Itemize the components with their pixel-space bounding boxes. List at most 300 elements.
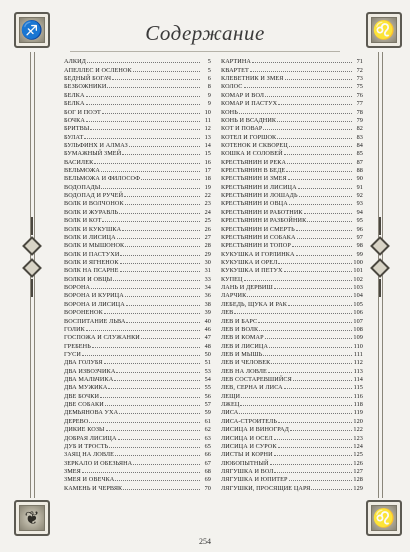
toc-entry-title: ВОСПИТАНИЕ ЛЬВА [64, 317, 126, 325]
toc-leader-dots [133, 464, 200, 465]
toc-entry-title: ВЕЛЬМОЖА И ФИЛОСОФ [64, 175, 141, 183]
toc-leader-dots [133, 71, 200, 72]
toc-entry [221, 266, 363, 274]
toc-entry-page: 38 [204, 300, 211, 308]
toc-entry [64, 249, 211, 257]
toc-entry [221, 416, 363, 424]
toc-entry [221, 425, 363, 433]
toc-entry [221, 383, 363, 391]
toc-entry-title: ВОЛК НА ПСАРНЕ [64, 267, 119, 275]
toc-entry-page: 70 [204, 484, 211, 492]
toc-leader-dots [289, 480, 352, 481]
toc-entry-page: 92 [356, 192, 363, 200]
toc-entry-page: 31 [204, 267, 211, 275]
toc-entry [64, 291, 211, 299]
toc-leader-dots [100, 397, 200, 398]
toc-entry-page: 50 [204, 350, 211, 358]
toc-leader-dots [278, 447, 352, 448]
toc-entry-title: КОТ И ПОВАР [221, 125, 263, 133]
title-divider [70, 51, 340, 52]
toc-entry [221, 149, 363, 157]
toc-entry [64, 391, 211, 399]
toc-leader-dots [84, 138, 200, 139]
toc-entry [64, 149, 211, 157]
toc-entry [221, 442, 363, 450]
toc-entry-page: 17 [204, 167, 211, 175]
toc-entry [221, 408, 363, 416]
toc-entry-title: КРЕСТЬЯНИН И ОВЦА [221, 200, 288, 208]
toc-entry [64, 216, 211, 224]
toc-entry-page: 77 [356, 100, 363, 108]
toc-leader-dots [297, 238, 352, 239]
toc-entry-page: 57 [204, 401, 211, 409]
toc-entry [64, 341, 211, 349]
toc-entry-title: КУКУШКА И ПЕТУХ [221, 267, 283, 275]
toc-entry-title: ДВА МУЖИКА [64, 384, 108, 392]
toc-entry [221, 116, 363, 124]
toc-entry-page: 23 [204, 200, 211, 208]
toc-leader-dots [116, 372, 200, 373]
toc-entry-title: ВОРОНА И КУРИЦА [64, 292, 124, 300]
toc-entry-title: ЛЕВ И КОМАР [221, 334, 264, 342]
toc-entry-title: ДВЕ СОБАКИ [64, 401, 104, 409]
toc-entry-title: КОЛОС [221, 83, 243, 91]
toc-entry-page: 63 [204, 434, 211, 442]
toc-entry [221, 366, 363, 374]
toc-entry [221, 450, 363, 458]
toc-leader-dots [244, 280, 352, 281]
toc-leader-dots [239, 413, 352, 414]
toc-entry [221, 375, 363, 383]
toc-leader-dots [113, 280, 200, 281]
toc-entry [221, 199, 363, 207]
toc-leader-dots [240, 405, 352, 406]
toc-entry [221, 483, 363, 491]
toc-leader-dots [287, 163, 352, 164]
toc-leader-dots [292, 246, 352, 247]
centaur-medallion-icon: ♐ [14, 12, 50, 48]
toc-entry-page: 105 [353, 300, 363, 308]
lion-medallion-icon: ♌ [366, 12, 402, 48]
toc-leader-dots [106, 430, 200, 431]
toc-entry-title: ЛЯГУШКА И ВОЛ [221, 467, 274, 475]
toc-leader-dots [119, 413, 200, 414]
toc-entry-page: 87 [356, 158, 363, 166]
toc-entry-title: ЛЕВ И ВОЛК [221, 325, 259, 333]
toc-entry-page: 127 [353, 467, 363, 475]
lion-head-medallion-icon: ♌ [366, 500, 402, 536]
toc-entry [221, 358, 363, 366]
toc-entry-page: 122 [353, 426, 363, 434]
toc-entry-page: 28 [204, 242, 211, 250]
toc-entry [64, 450, 211, 458]
toc-entry-title: ЗАЯЦ НА ЛОВЛЕ [64, 451, 115, 459]
toc-leader-dots [252, 62, 352, 63]
toc-entry-page: 83 [356, 133, 363, 141]
toc-leader-dots [259, 330, 352, 331]
toc-entry-title: ЛИСА-СТРОИТЕЛЬ [221, 417, 277, 425]
toc-entry-page: 116 [353, 392, 363, 400]
toc-entry [221, 82, 363, 90]
toc-entry-title: ЛЕВ НА ЛОВЛЕ [221, 367, 267, 375]
toc-entry-title: ВОЛК И КУКУШКА [64, 225, 122, 233]
toc-entry [64, 400, 211, 408]
toc-entry [64, 99, 211, 107]
toc-entry-title: ЛЕВ И ЧЕЛОВЕК [221, 359, 271, 367]
toc-entry [221, 90, 363, 98]
toc-leader-dots [92, 347, 200, 348]
toc-entry-title: ДВА МАЛЬЧИКА [64, 376, 114, 384]
toc-entry-page: 9 [207, 91, 211, 99]
floral-ornament-icon [19, 212, 45, 302]
toc-entry-page: 48 [204, 342, 211, 350]
toc-column-right [221, 57, 363, 492]
toc-leader-dots [278, 422, 352, 423]
toc-entry-title: ЛЕВ [221, 309, 234, 317]
toc-entry-page: 72 [356, 66, 363, 74]
toc-entry-page: 79 [356, 116, 363, 124]
toc-entry-page: 97 [356, 233, 363, 241]
toc-leader-dots [101, 188, 200, 189]
toc-entry-title: ВОЛК И ЖУРАВЛЬ [64, 208, 119, 216]
toc-entry [64, 358, 211, 366]
toc-entry-page: 14 [204, 141, 211, 149]
toc-entry [64, 325, 211, 333]
toc-entry [221, 107, 363, 115]
toc-entry-title: ГОСПОЖА И СЛУЖАНКИ [64, 334, 140, 342]
toc-leader-dots [241, 397, 352, 398]
toc-entry [64, 182, 211, 190]
toc-entry [64, 350, 211, 358]
toc-entry-page: 8 [207, 83, 211, 91]
toc-entry-page: 30 [204, 258, 211, 266]
toc-leader-dots [284, 154, 352, 155]
toc-entry-page: 19 [204, 183, 211, 191]
toc-entry-title: КОМАР И ВОЛ [221, 91, 264, 99]
toc-entry-title: КРЕСТЬЯНИН И ЛИСИЦА [221, 183, 297, 191]
toc-leader-dots [141, 338, 200, 339]
toc-entry-page: 61 [204, 417, 211, 425]
toc-leader-dots [274, 455, 352, 456]
toc-entry-title: ЛЖЕЦ [221, 401, 240, 409]
toc-entry-page: 6 [207, 75, 211, 83]
toc-entry [221, 99, 363, 107]
toc-entry-title: ЛИСИЦА И ВИНОГРАД [221, 426, 289, 434]
toc-entry [221, 57, 363, 65]
toc-leader-dots [126, 322, 200, 323]
toc-entry-page: 75 [356, 83, 363, 91]
page-title: Содержание [145, 21, 265, 45]
toc-entry-title: ЛЕВ И МЫШЬ [221, 350, 263, 358]
toc-entry-page: 59 [204, 409, 211, 417]
toc-leader-dots [244, 87, 353, 88]
toc-entry [64, 82, 211, 90]
toc-entry-page: 94 [356, 208, 363, 216]
toc-leader-dots [120, 263, 200, 264]
toc-entry [64, 258, 211, 266]
toc-entry-page: 47 [204, 334, 211, 342]
toc-entry [64, 375, 211, 383]
toc-entry [64, 333, 211, 341]
toc-entry-title: ВОРОНА [64, 284, 91, 292]
toc-leader-dots [263, 355, 352, 356]
toc-entry [221, 458, 363, 466]
toc-entry-page: 33 [204, 275, 211, 283]
toc-entry-page: 88 [356, 167, 363, 175]
toc-leader-dots [114, 380, 200, 381]
page-number: 254 [199, 537, 211, 546]
toc-entry [221, 241, 363, 249]
toc-entry-page: 36 [204, 292, 211, 300]
toc-entry-title: ВОРОНА И ЛИСИЦА [64, 300, 125, 308]
toc-leader-dots [86, 121, 200, 122]
toc-entry-title: ЗМЕЯ И ОВЕЧКА [64, 476, 115, 484]
toc-entry-title: ДУБ И ТРОСТЬ [64, 442, 109, 450]
toc-leader-dots [250, 71, 352, 72]
toc-leader-dots [293, 380, 352, 381]
toc-entry-page: 115 [353, 384, 363, 392]
toc-leader-dots [284, 271, 352, 272]
toc-leader-dots [296, 230, 352, 231]
toc-entry-page: 112 [353, 359, 363, 367]
toc-entry-page: 68 [204, 467, 211, 475]
floral-ornament-icon [367, 212, 393, 302]
toc-entry-page: 39 [204, 309, 211, 317]
toc-entry [221, 350, 363, 358]
toc-entry [64, 458, 211, 466]
toc-entry-page: 126 [353, 459, 363, 467]
toc-entry-page: 29 [204, 250, 211, 258]
toc-leader-dots [115, 480, 200, 481]
toc-entry [64, 475, 211, 483]
toc-leader-dots [82, 355, 200, 356]
toc-entry-page: 40 [204, 317, 211, 325]
toc-entry-title: КОМАР И ПАСТУХ [221, 100, 278, 108]
toc-entry-page: 108 [353, 325, 363, 333]
toc-entry-title: КАМЕНЬ И ЧЕРВЯК [64, 484, 123, 492]
toc-entry [221, 325, 363, 333]
toc-entry-page: 56 [204, 392, 211, 400]
toc-entry-title: КРЕСТЬЯНИН И ТОПОР [221, 242, 291, 250]
toc-entry-title: ЛЯГУШКИ, ПРОСЯЩИЕ ЦАРЯ [221, 484, 311, 492]
toc-entry-title: ЛЕВ И БАРС [221, 317, 258, 325]
toc-entry-page: 125 [353, 451, 363, 459]
toc-entry-page: 100 [353, 258, 363, 266]
toc-leader-dots [299, 196, 352, 197]
toc-entry-title: КУКУШКА И ОРЕЛ [221, 258, 278, 266]
toc-entry-page: 22 [204, 192, 211, 200]
toc-leader-dots [101, 171, 200, 172]
toc-entry [221, 191, 363, 199]
toc-entry-page: 78 [356, 108, 363, 116]
toc-entry [221, 224, 363, 232]
toc-leader-dots [105, 405, 200, 406]
toc-entry [64, 166, 211, 174]
toc-entry-page: 11 [204, 116, 211, 124]
toc-entry-title: ВОЛК И КОТ [64, 217, 102, 225]
toc-entry [221, 400, 363, 408]
toc-entry-page: 34 [204, 284, 211, 292]
toc-entry [221, 166, 363, 174]
toc-leader-dots [89, 422, 200, 423]
toc-entry-page: 84 [356, 141, 363, 149]
toc-entry-page: 120 [353, 417, 363, 425]
toc-entry-title: КОНЬ И ВСАДНИК [221, 116, 277, 124]
toc-entry [221, 65, 363, 73]
toc-entry-title: БРИТВЫ [64, 125, 90, 133]
toc-entry-title: БУМАЖНЫЙ ЗМЕЙ [64, 150, 122, 158]
toc-entry-page: 9 [207, 100, 211, 108]
toc-entry-title: КУКУШКА И ГОРЛИНКА [221, 250, 295, 258]
toc-leader-dots [284, 388, 352, 389]
toc-leader-dots [289, 146, 352, 147]
toc-entry [64, 483, 211, 491]
toc-entry-title: ГРЕБЕНЬ [64, 342, 91, 350]
toc-leader-dots [87, 62, 200, 63]
toc-entry-title: КУПЕЦ [221, 275, 243, 283]
toc-entry [64, 467, 211, 475]
toc-entry [221, 249, 363, 257]
toc-entry-title: КОНЬ [221, 108, 238, 116]
toc-entry [64, 274, 211, 282]
toc-entry [64, 316, 211, 324]
toc-entry-title: ЛАРЧИК [221, 292, 247, 300]
toc-leader-dots [123, 489, 200, 490]
toc-entry-title: ДОБРАЯ ЛИСИЦА [64, 434, 117, 442]
toc-entry-title: ЗЕРКАЛО И ОБЕЗЬЯНА [64, 459, 133, 467]
toc-entry-page: 98 [356, 242, 363, 250]
toc-leader-dots [119, 213, 200, 214]
toc-entry-page: 54 [204, 376, 211, 384]
toc-leader-dots [274, 439, 352, 440]
toc-leader-dots [107, 87, 200, 88]
toc-entry [221, 316, 363, 324]
toc-leader-dots [288, 305, 352, 306]
toc-leader-dots [86, 104, 200, 105]
toc-entry-page: 5 [207, 58, 211, 66]
toc-entry-title: ЛЕВ И ЛИСИЦА [221, 342, 269, 350]
toc-entry-title: КОТЕЛ И ГОРШОК [221, 133, 277, 141]
toc-entry [221, 216, 363, 224]
toc-entry-title: ЗМЕЯ [64, 467, 81, 475]
toc-leader-dots [125, 204, 200, 205]
toc-entry-page: 73 [356, 75, 363, 83]
toc-entry-page: 109 [353, 334, 363, 342]
toc-entry [64, 90, 211, 98]
toc-leader-dots [118, 439, 200, 440]
toc-entry [221, 174, 363, 182]
toc-entry [221, 207, 363, 215]
toc-entry-title: БЕЛКА [64, 100, 85, 108]
toc-entry-title: КРЕСТЬЯНИН В БЕДЕ [221, 167, 286, 175]
toc-entry [221, 274, 363, 282]
toc-entry-title: ДВА ГОЛУБЯ [64, 359, 103, 367]
toc-leader-dots [278, 104, 352, 105]
toc-entry-page: 46 [204, 325, 211, 333]
toc-entry [221, 333, 363, 341]
toc-leader-dots [298, 188, 352, 189]
toc-entry-title: ДЕМЬЯНОВА УХА [64, 409, 119, 417]
toc-entry [221, 391, 363, 399]
toc-entry-title: ВОРОНЕНОК [64, 309, 103, 317]
toc-entry-title: ГУСИ [64, 350, 81, 358]
toc-entry-title: ВОДОПАДЫ [64, 183, 101, 191]
toc-entry [221, 74, 363, 82]
toc-entry-title: ВОЛК И МЫШОНОК [64, 242, 125, 250]
toc-leader-dots [122, 154, 200, 155]
toc-leader-dots [120, 255, 200, 256]
toc-entry [221, 341, 363, 349]
toc-leader-dots [109, 447, 200, 448]
toc-entry-title: КОШКА И СОЛОВЕЙ [221, 150, 283, 158]
toc-entry-title: БЕДНЫЙ БОГАЧ [64, 75, 112, 83]
toc-leader-dots [94, 163, 200, 164]
toc-leader-dots [277, 138, 352, 139]
toc-entry-page: 128 [353, 476, 363, 484]
toc-leader-dots [102, 221, 200, 222]
toc-entry [64, 116, 211, 124]
toc-entry-page: 124 [353, 442, 363, 450]
toc-entry-page: 13 [204, 133, 211, 141]
toc-leader-dots [126, 305, 200, 306]
toc-entry-page: 66 [204, 451, 211, 459]
toc-entry-title: КРЕСТЬЯНИН И СМЕРТЬ [221, 225, 295, 233]
toc-leader-dots [268, 372, 352, 373]
toc-entry [64, 241, 211, 249]
toc-entry-title: ГОЛИК [64, 325, 85, 333]
toc-entry-title: ЛИСА [221, 409, 239, 417]
toc-entry-title: ВАСИЛЕК [64, 158, 94, 166]
toc-leader-dots [104, 313, 200, 314]
toc-entry-page: 67 [204, 459, 211, 467]
toc-leader-dots [289, 204, 352, 205]
toc-entry [221, 124, 363, 132]
toc-leader-dots [124, 196, 200, 197]
toc-entry-page: 26 [204, 225, 211, 233]
toc-entry [221, 258, 363, 266]
toc-entry-page: 55 [204, 384, 211, 392]
toc-entry-page: 118 [353, 401, 363, 409]
toc-entry-page: 53 [204, 367, 211, 375]
toc-entry [64, 132, 211, 140]
toc-entry-title: ДВА ИЗВОЗЧИКА [64, 367, 116, 375]
toc-entry-page: 27 [204, 233, 211, 241]
toc-entry-title: ДИКИЕ КОЗЫ [64, 426, 105, 434]
toc-leader-dots [82, 472, 200, 473]
toc-entry-page: 110 [353, 342, 363, 350]
toc-entry [221, 299, 363, 307]
toc-leader-dots [120, 271, 201, 272]
toc-entry [64, 207, 211, 215]
toc-entry-title: ВОЛК И ПАСТУХИ [64, 250, 120, 258]
toc-entry [64, 299, 211, 307]
toc-entry [64, 433, 211, 441]
toc-entry-page: 99 [356, 250, 363, 258]
toc-entry-title: КРЕСТЬЯНИН И РАБОТНИК [221, 208, 303, 216]
toc-entry [64, 383, 211, 391]
toc-entry-title: ВОДОПАД И РУЧЕЙ [64, 192, 124, 200]
toc-entry [221, 141, 363, 149]
toc-entry-page: 25 [204, 217, 211, 225]
toc-leader-dots [112, 79, 200, 80]
toc-entry-title: ЛЕВ, СЕРНА И ЛИСА [221, 384, 283, 392]
toc-entry-title: БЕЛКА [64, 91, 85, 99]
toc-entry-page: 15 [204, 150, 211, 158]
toc-entry-page: 76 [356, 91, 363, 99]
toc-entry-title: АПЕЛЛЕС И ОСЛЕНОК [64, 66, 132, 74]
toc-entry-title: КАРТИНА [221, 58, 251, 66]
toc-entry-title: КРЕСТЬЯНИН И ЛОШАДЬ [221, 192, 298, 200]
